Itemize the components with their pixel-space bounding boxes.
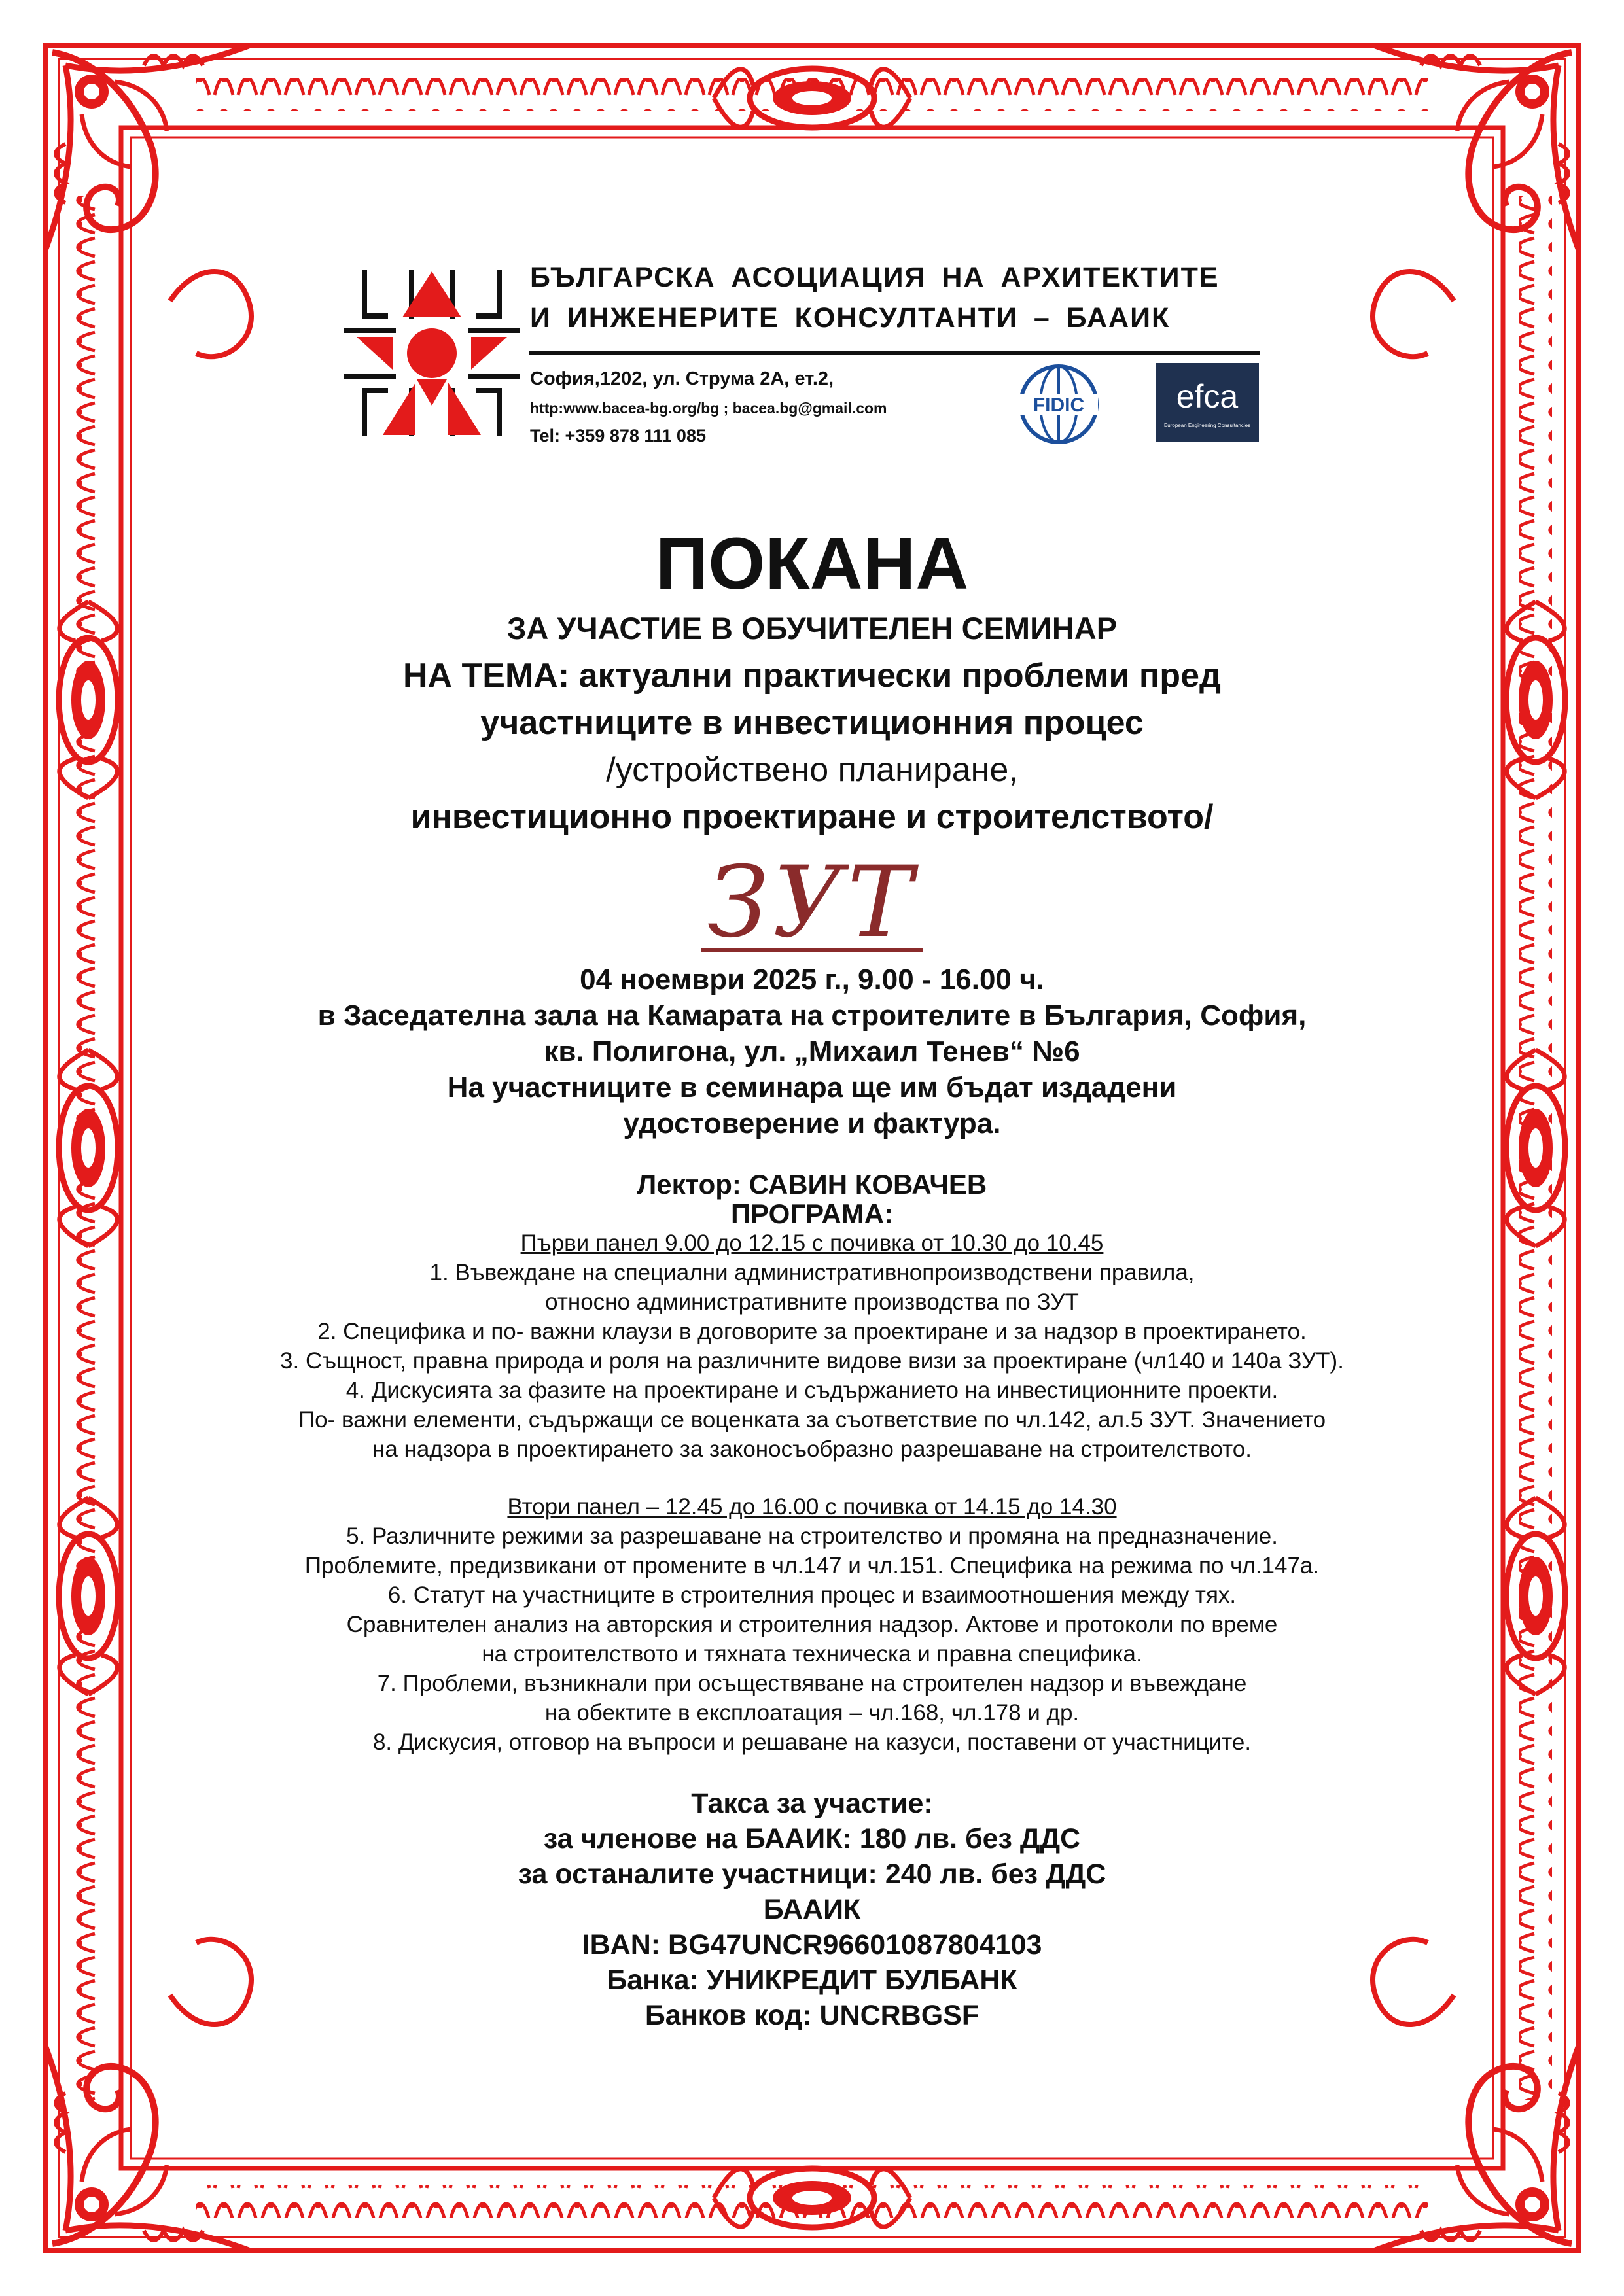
bank: Банка: УНИКРЕДИТ БУЛБАНК [607,1964,1017,1996]
org-name-line2: И ИНЖЕНЕРИТЕ КОНСУЛТАНТИ – БААИК [530,302,1171,334]
program-line: 4. Дискусията за фазите на проектиране и съдържанието на инвестиционните проекти. [345,1378,1279,1403]
subtitle-line: ЗА УЧАСТИЕ В ОБУЧИТЕЛЕН СЕМИНАР [506,611,1118,646]
fee-others: за останалите участници: 240 лв. без ДДС [518,1858,1106,1890]
efca-logo-subtext: European Engineering Consultancies [1163,423,1251,428]
event-venue: в Заседателна зала на Камарата на строителите в България, София, [317,1000,1307,1032]
address: София,1202, ул. Струма 2А, ет.2, [530,368,834,389]
efca-logo [1156,363,1259,442]
program-line: относно административните производства по ЗУТ [545,1289,1079,1315]
event-date: 04 ноември 2025 г., 9.00 - 16.00 ч. [580,964,1044,996]
event-note: удостоверение и фактура. [623,1107,1001,1139]
efca-logo-text: efca [1176,378,1239,415]
organization-name [530,257,1263,338]
subtitle-line: /устройствено планиране, [606,751,1018,789]
event-details [150,962,1474,1141]
header-divider [529,351,1260,355]
fidic-logo [1013,362,1104,447]
bank-code: Банков код: UNCRBGSF [644,2000,980,2031]
program-line: на обектите в експлоатация – чл.168, чл.178 и др. [544,1700,1080,1726]
fees-heading: Такса за участие: [691,1788,933,1819]
page-title: ПОКАНА [655,523,969,604]
subtitle-line: участниците в инвестиционния процес [480,704,1144,742]
phone: Tel: +359 878 111 085 [530,426,706,445]
panel1-heading: Първи панел 9.00 до 12.15 с почивка от 10.30 до 10.45 [520,1230,1104,1256]
program-line: 8. Дискусия, отговор на въпроси и решаване на казуси, поставени от участниците. [372,1730,1252,1755]
event-note: На участниците в семинара ще им бъдат издадени [447,1071,1177,1104]
seminar-topic [150,605,1474,841]
program-line: 2. Специфика и по- важни клаузи в договорите за проектиране и за надзор в проектирането. [317,1319,1307,1344]
web-email: http:www.bacea-bg.org/bg ; bacea.bg@gmail.com [530,400,887,417]
program-line: на строителството и тяхната техническа и правна специфика. [482,1641,1142,1667]
lecturer: Лектор: САВИН КОВАЧЕВ [637,1169,987,1200]
program-line: Проблемите, предизвикани от промените в чл.147 и чл.151. Специфика на режима по чл.147а. [304,1553,1320,1578]
fees-and-payment [150,1786,1474,2033]
program-line: 1. Въвеждане на специални административнопроизводствени правила, [429,1260,1195,1285]
fidic-logo-text: FIDIC [1033,394,1085,416]
event-address: кв. Полигона, ул. „Михаил Тенев“ №6 [544,1035,1080,1068]
program [150,1170,1474,1757]
program-line: на надзора в проектирането за законосъобразно разрешаване на строителството. [372,1436,1252,1462]
program-line: По- важни елементи, съдържащи се воценката за съответствие по чл.142, ал.5 ЗУТ. Значението [298,1407,1326,1433]
fee-members: за членове на БААИК: 180 лв. без ДДС [543,1823,1081,1854]
law-name-text: ЗУТ [701,857,923,952]
iban: IBAN: BG47UNCR96601087804103 [582,1929,1042,1960]
org-name-line1: БЪЛГАРСКА АСОЦИАЦИЯ НА АРХИТЕКТИТЕ [530,262,1220,293]
program-line: 5. Различните режими за разрешаване на строителство и промяна на предназначение. [346,1523,1278,1549]
law-name [150,846,1474,960]
subtitle-line: НА ТЕМА: актуални практически проблеми пред [402,657,1221,695]
program-line: Сравнителен анализ на авторския и строителния надзор. Актове и протоколи по време [346,1612,1278,1637]
payee: БААИК [763,1894,861,1925]
program-line: 3. Същност, правна природа и роля на различните видове визи за проектиране (чл140 и 140а ЗУТ). [280,1348,1344,1374]
panel2-heading: Втори панел – 12.45 до 16.00 с почивка от 14.15 до 14.30 [507,1494,1117,1520]
program-line: 7. Проблеми, възникнали при осъществяване на строителен надзор и въвеждане [377,1671,1247,1696]
program-line: 6. Статут на участниците в строителния процес и взаимоотношения между тях. [387,1582,1237,1608]
subtitle-line: инвестиционно проектиране и строителството/ [410,798,1214,836]
baaik-logo [344,265,520,442]
program-label: ПРОГРАМА: [730,1198,894,1229]
contact-block [530,364,1027,449]
